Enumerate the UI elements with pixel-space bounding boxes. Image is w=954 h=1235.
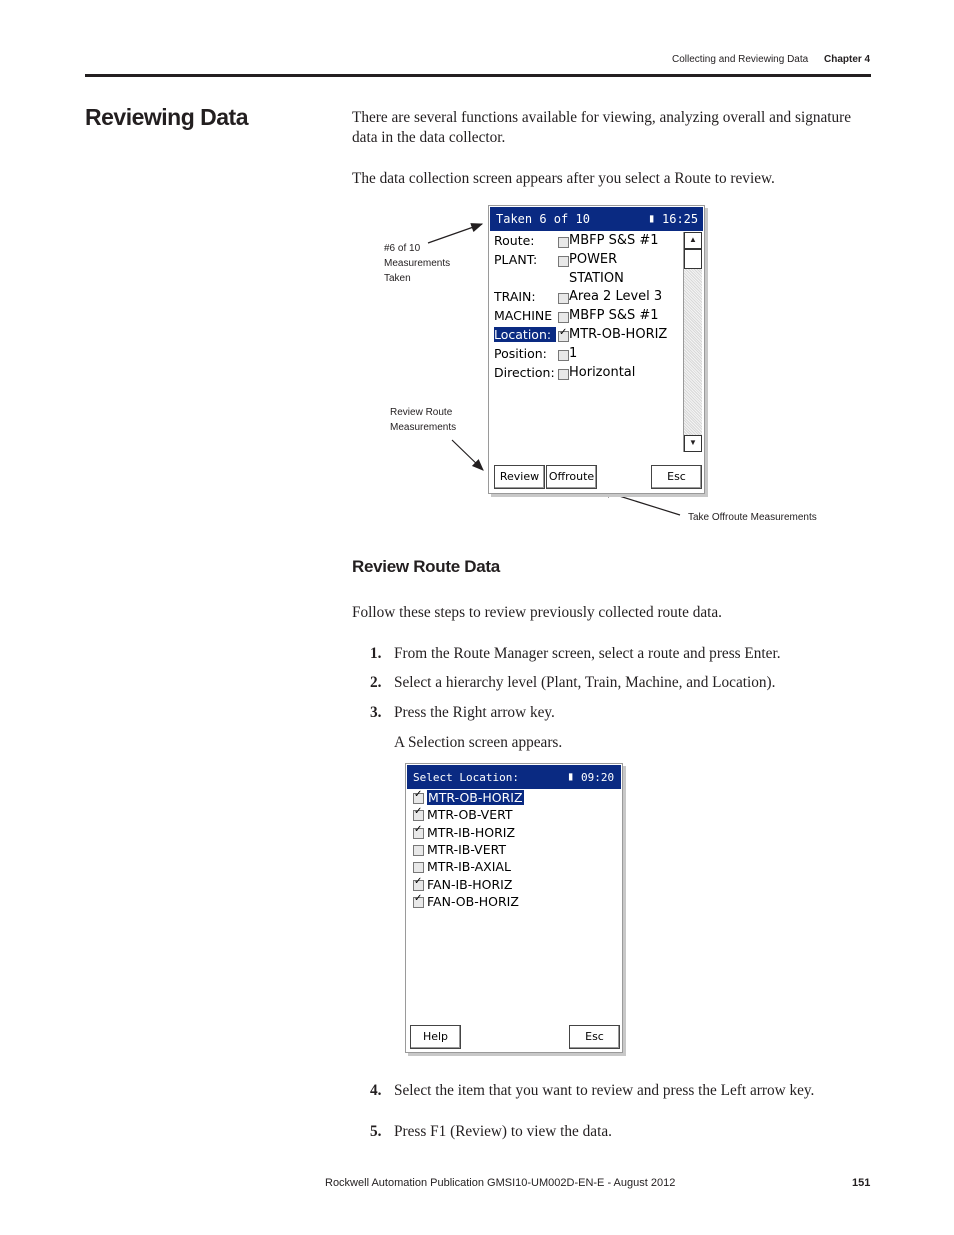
- scroll-thumb[interactable]: [684, 249, 702, 269]
- callout-line: Measurements: [384, 258, 451, 269]
- step-number: 5.: [370, 1123, 382, 1140]
- field-label: Route:: [494, 233, 535, 248]
- offroute-button[interactable]: Offroute: [546, 465, 597, 489]
- field-value: 1: [569, 345, 578, 361]
- checkbox-icon: [558, 293, 569, 304]
- list-item[interactable]: [413, 842, 613, 859]
- screen-field-row[interactable]: [494, 365, 684, 383]
- checkbox-icon[interactable]: [413, 897, 424, 908]
- callout-line: Review Route: [390, 407, 453, 418]
- checkbox-icon[interactable]: [413, 828, 424, 839]
- field-value: MBFP S&S #1: [569, 233, 659, 248]
- field-value: STATION: [569, 270, 624, 286]
- list-item-label: MTR-OB-VERT: [427, 807, 513, 823]
- screen-field-row[interactable]: [494, 346, 684, 364]
- scroll-up-arrow-icon[interactable]: ▲: [684, 232, 702, 249]
- running-header-section: Collecting and Reviewing Data: [672, 54, 809, 65]
- screen-title-bar: [407, 765, 621, 789]
- step-number: 1.: [370, 645, 382, 662]
- esc-button[interactable]: Esc: [569, 1025, 620, 1049]
- clock-time: 16:25: [662, 212, 699, 226]
- list-item-label: MTR-IB-AXIAL: [427, 859, 511, 875]
- field-value: Area 2 Level 3: [569, 289, 663, 305]
- field-value: Horizontal: [569, 364, 636, 380]
- field-label: Position:: [494, 345, 547, 361]
- follow-paragraph: Follow these steps to review previously collected route data.: [352, 604, 723, 621]
- page-number: 151: [852, 1177, 871, 1189]
- step-result: A Selection screen appears.: [394, 734, 563, 751]
- running-header-chapter: Chapter 4: [824, 54, 871, 65]
- screen-field-row[interactable]: [494, 233, 684, 251]
- screen-field-row[interactable]: [494, 327, 684, 345]
- checkbox-icon: [558, 350, 569, 361]
- list-item[interactable]: [413, 825, 613, 842]
- intro-paragraph: There are several functions available for viewing, analyzing overall and signature data in the data collector.: [352, 109, 852, 146]
- esc-button[interactable]: Esc: [651, 465, 702, 489]
- screen-field-row[interactable]: [494, 308, 684, 326]
- scrollbar[interactable]: [683, 232, 702, 452]
- list-item[interactable]: [413, 807, 613, 824]
- list-item[interactable]: [413, 877, 613, 894]
- field-value: POWER: [569, 251, 618, 267]
- step-text: Press the Right arrow key.: [394, 704, 555, 721]
- screen-field-row[interactable]: [494, 271, 684, 289]
- callout-line: #6 of 10: [384, 243, 421, 254]
- list-item-label: FAN-OB-HORIZ: [427, 893, 519, 909]
- selection-screen: [405, 763, 623, 1053]
- callout-offroute: Take Offroute Measurements: [688, 512, 817, 523]
- list-item-label: MTR-IB-VERT: [427, 841, 507, 857]
- scroll-down-arrow-icon[interactable]: ▼: [684, 435, 702, 452]
- field-value: MTR-OB-HORIZ: [569, 327, 668, 342]
- footer-publication: Rockwell Automation Publication GMSI10-UM002D-EN-E - August 2012: [325, 1177, 676, 1189]
- step-text: Select the item that you want to review and press the Left arrow key.: [394, 1082, 815, 1099]
- list-item-label: MTR-IB-HORIZ: [427, 824, 516, 840]
- list-item-label: FAN-IB-HORIZ: [427, 876, 513, 892]
- checkbox-icon[interactable]: [413, 810, 424, 821]
- screen-field-row[interactable]: [494, 289, 684, 307]
- help-button[interactable]: Help: [410, 1025, 461, 1049]
- arrow-taken: [428, 224, 482, 243]
- field-label: Location:: [494, 327, 556, 342]
- data-collection-screen: [488, 205, 705, 494]
- list-item[interactable]: [413, 790, 613, 807]
- step-number: 4.: [370, 1082, 382, 1099]
- list-item[interactable]: [413, 894, 613, 911]
- checkbox-icon: [558, 312, 569, 323]
- field-label: TRAIN:: [494, 289, 536, 305]
- checkbox-icon: [558, 256, 569, 267]
- screen-title: Taken 6 of 10: [496, 212, 590, 226]
- checkbox-icon[interactable]: [413, 880, 424, 891]
- screen-title: Select Location:: [413, 771, 519, 784]
- checkbox-icon: [558, 369, 569, 380]
- page-title: Reviewing Data: [85, 104, 248, 130]
- review-button[interactable]: Review: [494, 465, 545, 489]
- battery-icon: ▮: [648, 211, 656, 225]
- checkbox-icon[interactable]: [413, 845, 424, 856]
- step-number: 3.: [370, 704, 382, 721]
- callout-line: Measurements: [390, 422, 457, 433]
- step-text: Press F1 (Review) to view the data.: [394, 1123, 612, 1140]
- intro-paragraph-2: The data collection screen appears after you select a Route to review.: [352, 170, 775, 187]
- field-label: Direction:: [494, 364, 555, 380]
- screen-title-bar: [490, 207, 703, 231]
- arrow-review: [452, 440, 483, 470]
- field-label: MACHINE: [494, 308, 553, 324]
- checkbox-icon: [558, 331, 569, 342]
- checkbox-icon[interactable]: [413, 793, 424, 804]
- callout-line: Taken: [384, 273, 411, 284]
- step-number: 2.: [370, 674, 382, 691]
- list-item[interactable]: [413, 859, 613, 876]
- checkbox-icon[interactable]: [413, 862, 424, 873]
- list-item-label: MTR-OB-HORIZ: [428, 790, 523, 805]
- battery-icon: ▮: [567, 769, 575, 783]
- section-subheading: Review Route Data: [352, 557, 500, 576]
- step-text: Select a hierarchy level (Plant, Train, Machine, and Location).: [394, 674, 776, 691]
- screen-field-row[interactable]: [494, 252, 684, 270]
- clock-time: 09:20: [581, 771, 615, 784]
- field-label: PLANT:: [494, 251, 538, 267]
- field-value: MBFP S&S #1: [569, 308, 659, 324]
- step-text: From the Route Manager screen, select a route and press Enter.: [394, 645, 781, 662]
- checkbox-icon: [558, 237, 569, 248]
